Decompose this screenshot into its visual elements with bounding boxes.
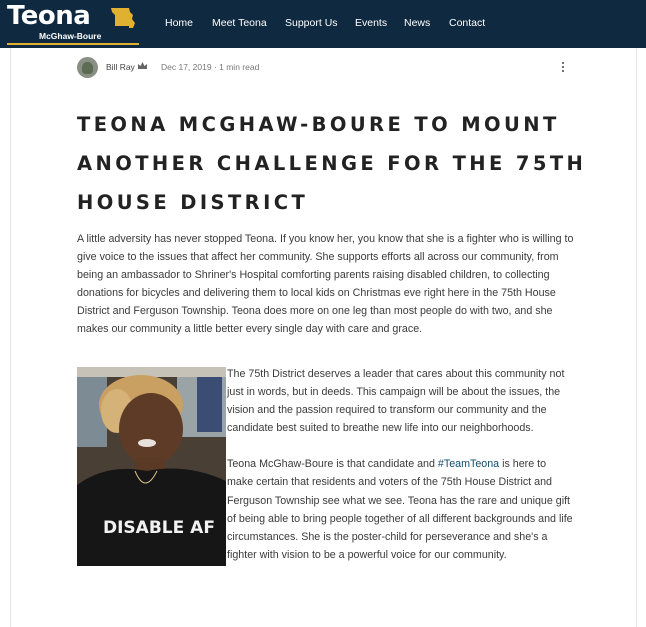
post-body — [77, 365, 575, 567]
nav-home[interactable]: Home — [165, 17, 194, 29]
post-title: TEONA MCGHAW-BOURE TO MOUNT ANOTHER CHALLENGE FOR THE 75TH HOUSE DISTRICT — [77, 113, 587, 214]
shirt-text: DISABLE AF — [103, 518, 215, 538]
post-paragraph: A little adversity has never stopped Teona. If you know her, you know that she is a fighter who is willing to give voice to the issues that affect her community. She supports efforts all across our community, from being an ambassador to Shriner's Hospital comforting parents raising disabled children, to collecting donations for bicycles and delivering them to local kids on Christmas eve right here in the 75th House District and Ferguson Township. Teona does more on one leg than most people do with two, and she makes our community a little better every single day with care and grace. — [77, 233, 574, 336]
logo-name: Teona — [7, 1, 91, 31]
site-header — [0, 0, 646, 48]
read-time: 1 min read — [219, 62, 260, 72]
nav-events[interactable]: Events — [355, 17, 388, 29]
paragraph-text: is here to make certain that residents and voters of the 75th House District and Ferguson Township see what we see. Teona has the rare and unique gift of being able to bring people together of all different backgrounds and life circumstances. She is the poster-child for perseverance and she's a fighter with vision to be a powerful voice for our community. — [227, 458, 573, 561]
missouri-state-icon — [109, 6, 137, 30]
post-date: Dec 17, 2019 — [161, 62, 212, 72]
post-paragraph: The 75th District deserves a leader that cares about this community not just in words, but in deeds. This campaign will be about the issues, the vision and the passion required to transform our community and the candidate best suited to breathe new life into our neighborhoods. — [227, 368, 565, 435]
site-logo[interactable] — [3, 2, 140, 46]
hashtag-link[interactable]: #TeamTeona — [437, 458, 500, 471]
author-name[interactable]: Bill Ray — [106, 62, 135, 72]
logo-underline — [7, 43, 139, 45]
paragraph-text: Teona McGhaw-Boure is that candidate and — [227, 458, 438, 471]
nav-news[interactable]: News — [404, 17, 431, 29]
avatar[interactable] — [77, 57, 98, 78]
nav-meet-teona[interactable]: Meet Teona — [212, 17, 267, 29]
nav-contact[interactable]: Contact — [449, 17, 486, 29]
more-options-icon[interactable] — [557, 60, 569, 76]
crown-icon — [137, 61, 148, 71]
avatar-image — [82, 62, 93, 74]
post-date-readtime: Dec 17, 2019 · 1 min read — [161, 62, 260, 72]
nav-support-us[interactable]: Support Us — [285, 17, 338, 29]
logo-subtitle: McGhaw-Boure — [39, 31, 102, 41]
